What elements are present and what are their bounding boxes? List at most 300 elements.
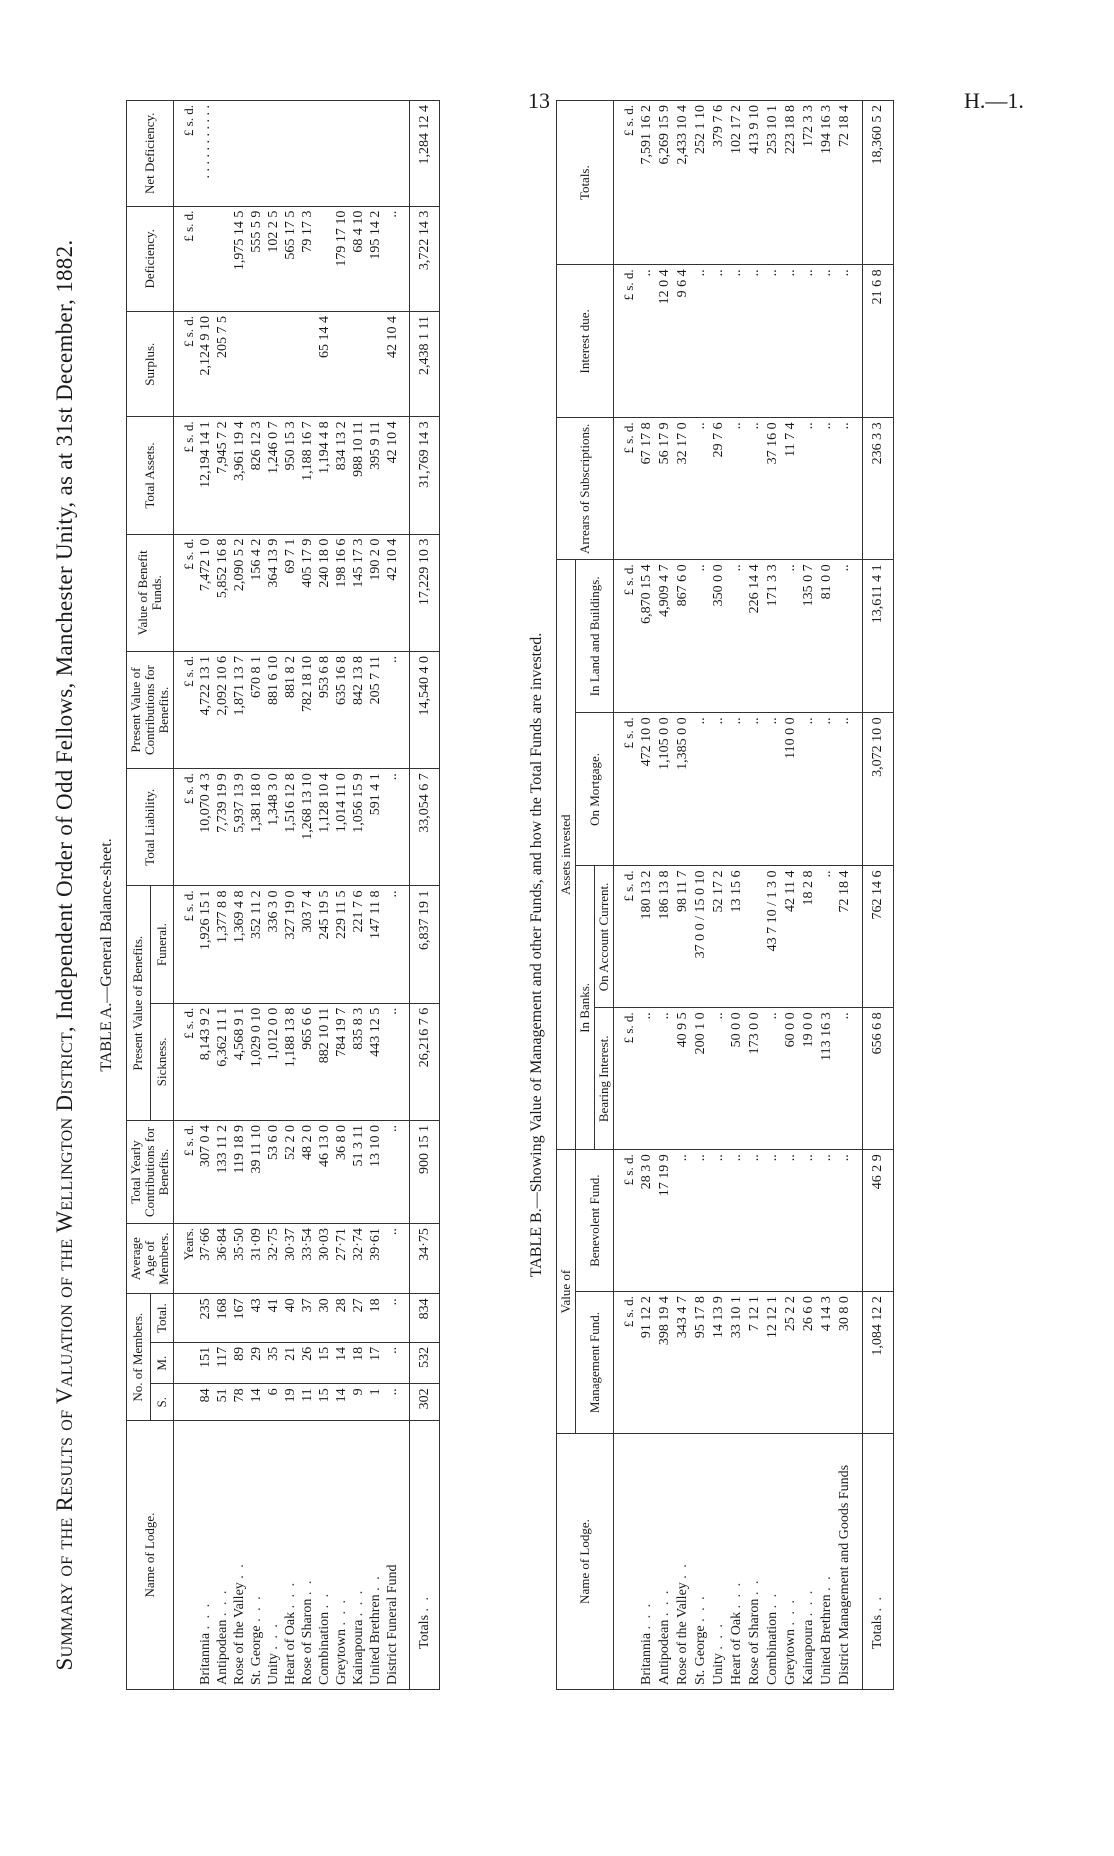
- cell-arrears: 11 7 4: [782, 418, 800, 560]
- cell-surplus: 2,124 9 10: [197, 311, 214, 416]
- cell-interest: ..: [800, 265, 818, 418]
- total-m: 532: [410, 1342, 440, 1383]
- col-arrears: Arrears of Subscriptions.: [557, 418, 614, 560]
- cell-funeral: 1,377 8 8: [214, 886, 231, 1003]
- total-totals: 18,360 5 2: [863, 101, 894, 265]
- cell-liability: 1,268 13 10: [299, 769, 316, 886]
- main-title-part3: , Independent Order of Odd Fellows, Manchester Unity, as at 31st December, 1882.: [52, 239, 77, 1033]
- cell-total: 18: [367, 1294, 384, 1343]
- unit-lsd: £ s. d.: [614, 418, 639, 560]
- table-row: [384, 101, 410, 1690]
- leader-dots: . . .: [657, 1588, 672, 1617]
- totals-row: [863, 101, 894, 1690]
- units-row: [174, 101, 198, 1690]
- unit-lsd: £ s. d.: [174, 206, 198, 311]
- cell-account: 18 2 8: [800, 866, 818, 1008]
- cell-deficiency: 68 4 10: [350, 206, 367, 311]
- cell-sickness: 784 19 7: [333, 1003, 350, 1120]
- lodge-name-cell: [674, 1434, 692, 1690]
- cell-land: 6,870 15 4: [638, 560, 656, 713]
- col-funeral: Funeral.: [150, 886, 174, 1003]
- lodge-name: United Brethren: [819, 1594, 834, 1685]
- cell-mortgage: ..: [728, 713, 746, 866]
- cell-mgmt: 12 12 1: [764, 1292, 782, 1434]
- cell-arrears: 37 16 0: [764, 418, 782, 560]
- lodge-name-cell: [265, 1421, 282, 1690]
- total-funeral: 6,837 19 1: [410, 886, 440, 1003]
- cell-liability: 1,348 3 0: [265, 769, 282, 886]
- unit-lsd: £ s. d.: [614, 101, 639, 265]
- total-contrib: 900 15 1: [410, 1121, 440, 1224]
- unit-lsd: £ s. d.: [614, 560, 639, 713]
- total-sickness: 26,216 7 6: [410, 1003, 440, 1120]
- cell-interest: ..: [638, 265, 656, 418]
- lodge-name: Rose of Sharon: [747, 1598, 762, 1685]
- table-row: [728, 101, 746, 1690]
- lodge-name-cell: [764, 1434, 782, 1690]
- cell-arrears: ..: [836, 418, 863, 560]
- totals-row: [410, 101, 440, 1690]
- cell-funeral: 327 19 0: [282, 886, 299, 1003]
- lodge-name: Kainapoura: [351, 1619, 366, 1685]
- cell-totals: 194 16 3: [818, 101, 836, 265]
- cell-totals: 2,433 10 4: [674, 101, 692, 265]
- col-on-account: On Account Current.: [595, 866, 614, 1008]
- cell-net: . . . . . . . . . . .: [197, 101, 410, 207]
- lodge-name-cell: [782, 1434, 800, 1690]
- cell-sickness: 882 10 11: [316, 1003, 333, 1120]
- total-deficiency: 3,722 14 3: [410, 206, 440, 311]
- cell-m: 151: [197, 1342, 214, 1383]
- leader-dots: . . .: [351, 1588, 366, 1617]
- cell-bearing: 200 1 0: [692, 1008, 710, 1150]
- cell-sickness: 6,362 11 1: [214, 1003, 231, 1120]
- col-land-buildings: In Land and Buildings.: [576, 560, 614, 713]
- cell-funeral: 1,369 4 8: [231, 886, 248, 1003]
- col-yearly-contributions: Total Yearly Contributions for Benefits.: [127, 1121, 174, 1224]
- cell-liability: ..: [384, 769, 410, 886]
- cell-mortgage: 472 10 0: [638, 713, 656, 866]
- cell-m: 117: [214, 1342, 231, 1383]
- totals-label: Totals: [417, 1614, 432, 1649]
- table-row: [231, 101, 248, 1690]
- cell-s: 1: [367, 1384, 384, 1421]
- cell-funeral: 352 11 2: [248, 886, 265, 1003]
- cell-pv_contrib: 881 6 10: [265, 651, 282, 768]
- cell-mgmt: 33 10 1: [728, 1292, 746, 1434]
- cell-benev: ..: [836, 1150, 863, 1292]
- table-a-title: TABLE A.—General Balance-sheet.: [98, 838, 115, 1072]
- cell-account: 52 17 2: [710, 866, 728, 1008]
- cell-s: 11: [299, 1384, 316, 1421]
- cell-bearing: 173 0 0: [746, 1008, 764, 1150]
- leader-dots: . . .: [783, 1598, 798, 1626]
- lodge-name: Rose of Sharon: [300, 1598, 315, 1685]
- lodge-name-cell: [299, 1421, 316, 1690]
- cell-benefit_funds: 198 16 6: [333, 534, 350, 651]
- col-members-total: Total.: [150, 1294, 174, 1343]
- cell-surplus: [333, 311, 350, 416]
- cell-totals: 6,269 15 9: [656, 101, 674, 265]
- cell-age: 31·09: [248, 1224, 265, 1294]
- unit-lsd: £ s. d.: [614, 265, 639, 418]
- cell-mgmt: 91 12 2: [638, 1292, 656, 1434]
- unit-lsd: £ s. d.: [174, 1121, 198, 1224]
- total-pv_contrib: 14,540 4 0: [410, 651, 440, 768]
- leader-dots: . .: [870, 1594, 885, 1612]
- leader-dots: . . .: [693, 1594, 708, 1622]
- cell-bearing: 40 9 5: [674, 1008, 692, 1150]
- cell-liability: 1,128 10 4: [316, 769, 333, 886]
- leader-dots: . . .: [334, 1598, 349, 1626]
- cell-liability: 5,937 13 9: [231, 769, 248, 886]
- col-lodge: Name of Lodge.: [127, 1421, 174, 1690]
- cell-interest: ..: [692, 265, 710, 418]
- cell-totals: 72 18 4: [836, 101, 863, 265]
- unit-lsd: £ s. d.: [174, 769, 198, 886]
- leader-dots: . .: [232, 1562, 247, 1579]
- cell-total_assets: 834 13 2: [333, 417, 350, 534]
- cell-interest: 9 6 4: [674, 265, 692, 418]
- cell-bearing: 19 0 0: [800, 1008, 818, 1150]
- main-title-part1: Summary of the Results of Valuation of the: [52, 1238, 77, 1671]
- cell-contrib: 36 8 0: [333, 1121, 350, 1224]
- cell-totals: 252 1 10: [692, 101, 710, 265]
- cell-total_assets: 1,246 0 7: [265, 417, 282, 534]
- cell-pv_contrib: 881 8 2: [282, 651, 299, 768]
- col-lodge: Name of Lodge.: [557, 1434, 614, 1690]
- lodge-name: District Funeral Fund: [385, 1564, 400, 1685]
- cell-benev: ..: [818, 1150, 836, 1292]
- cell-deficiency: [197, 206, 214, 311]
- cell-bearing: ..: [656, 1008, 674, 1150]
- cell-funeral: 245 19 5: [316, 886, 333, 1003]
- lodge-name-cell: [316, 1421, 333, 1690]
- col-bearing-interest: Bearing Interest.: [595, 1008, 614, 1150]
- cell-mortgage: 110 0 0: [782, 713, 800, 866]
- lodge-name: Combination: [317, 1611, 332, 1685]
- total-land: 13,611 4 1: [863, 560, 894, 713]
- table-row: [350, 101, 367, 1690]
- cell-m: 18: [350, 1342, 367, 1383]
- cell-total: 37: [299, 1294, 316, 1343]
- cell-benefit_funds: 5,852 16 8: [214, 534, 231, 651]
- cell-s: 84: [197, 1384, 214, 1421]
- leader-dots: . .: [300, 1578, 315, 1596]
- cell-land: 171 3 3: [764, 560, 782, 713]
- col-total-assets: Total Assets.: [127, 417, 174, 534]
- cell-land: 4,909 4 7: [656, 560, 674, 713]
- cell-s: 9: [350, 1384, 367, 1421]
- leader-dots: . .: [819, 1574, 834, 1591]
- cell-total_assets: 1,188 16 7: [299, 417, 316, 534]
- cell-benev: ..: [782, 1150, 800, 1292]
- lodge-name: Greytown: [783, 1629, 798, 1685]
- lodge-name: Rose of the Valley: [232, 1582, 247, 1685]
- leader-dots: . . .: [711, 1622, 726, 1650]
- cell-liability: 1,516 12 8: [282, 769, 299, 886]
- cell-mortgage: ..: [818, 713, 836, 866]
- rotated-page-content: [50, 90, 1010, 1820]
- cell-total: 168: [214, 1294, 231, 1343]
- col-assets-invested: Assets invested: [557, 560, 576, 1150]
- lodge-name-cell: [728, 1434, 746, 1690]
- table-row: [818, 101, 836, 1690]
- table-row: [764, 101, 782, 1690]
- lodge-name: Unity: [711, 1653, 726, 1685]
- unit-lsd: £ s. d.: [614, 1292, 639, 1434]
- col-on-mortgage: On Mortgage.: [576, 713, 614, 866]
- cell-contrib: 39 11 10: [248, 1121, 265, 1224]
- col-value-of: Value of: [557, 1150, 576, 1434]
- lodge-name-cell: [231, 1421, 248, 1690]
- cell-s: 6: [265, 1384, 282, 1421]
- total-account: 762 14 6: [863, 866, 894, 1008]
- cell-bearing: ..: [710, 1008, 728, 1150]
- cell-s: 51: [214, 1384, 231, 1421]
- table-a-balance-sheet: [126, 100, 440, 1690]
- lodge-name: Rose of the Valley: [675, 1582, 690, 1685]
- cell-totals: 253 10 1: [764, 101, 782, 265]
- unit-lsd: £ s. d.: [174, 417, 198, 534]
- cell-account: 72 18 4: [836, 866, 863, 1008]
- cell-account: 13 15 6: [728, 866, 746, 1008]
- lodge-name: Antipodean: [657, 1619, 672, 1685]
- cell-interest: 12 0 4: [656, 265, 674, 418]
- lodge-name: St. George: [249, 1625, 264, 1685]
- cell-benefit_funds: 42 10 4: [384, 534, 410, 651]
- cell-arrears: ..: [728, 418, 746, 560]
- leader-dots: . .: [747, 1578, 762, 1596]
- cell-s: ..: [384, 1384, 410, 1421]
- cell-s: 19: [282, 1384, 299, 1421]
- table-row: [674, 101, 692, 1690]
- cell-mgmt: 7 12 1: [746, 1292, 764, 1434]
- cell-totals: 379 7 6: [710, 101, 728, 265]
- cell-deficiency: 102 2 5: [265, 206, 282, 311]
- unit-lsd: £ s. d.: [614, 866, 639, 1008]
- cell-pv_contrib: 782 18 10: [299, 651, 316, 768]
- cell-pv_contrib: 205 7 11: [367, 651, 384, 768]
- cell-surplus: 65 14 4: [316, 311, 333, 416]
- cell-deficiency: 565 17 5: [282, 206, 299, 311]
- lodge-name-cell: [836, 1434, 863, 1690]
- cell-age: 27·71: [333, 1224, 350, 1294]
- cell-sickness: 835 8 3: [350, 1003, 367, 1120]
- cell-total: 167: [231, 1294, 248, 1343]
- lodge-name-cell: [800, 1434, 818, 1690]
- cell-interest: ..: [818, 265, 836, 418]
- cell-pv_contrib: ..: [384, 651, 410, 768]
- leader-dots: . . .: [801, 1588, 816, 1617]
- cell-benev: ..: [674, 1150, 692, 1292]
- cell-sickness: 1,012 0 0: [265, 1003, 282, 1120]
- cell-age: 39·61: [367, 1224, 384, 1294]
- cell-deficiency: 1,975 14 5: [231, 206, 248, 311]
- leader-dots: . .: [368, 1574, 383, 1591]
- table-row: [836, 101, 863, 1690]
- total-bearing: 656 6 8: [863, 1008, 894, 1150]
- cell-account: 42 11 4: [782, 866, 800, 1008]
- cell-pv_contrib: 842 13 8: [350, 651, 367, 768]
- cell-benev: ..: [746, 1150, 764, 1292]
- leader-dots: . . .: [266, 1622, 281, 1650]
- cell-account: 37 0 0 / 15 0 10: [692, 866, 710, 1008]
- total-benefit_funds: 17,229 10 3: [410, 534, 440, 651]
- cell-age: 32·74: [350, 1224, 367, 1294]
- cell-arrears: 67 17 8: [638, 418, 656, 560]
- table-row: [299, 101, 316, 1690]
- cell-land: ..: [836, 560, 863, 713]
- lodge-name-cell: [384, 1421, 410, 1690]
- cell-total: 41: [265, 1294, 282, 1343]
- leader-dots: . .: [317, 1591, 332, 1609]
- main-title-district: Wellington District: [52, 1032, 77, 1233]
- unit-lsd: £ s. d.: [614, 713, 639, 866]
- table-b-funds: [556, 100, 894, 1690]
- table-row: [746, 101, 764, 1690]
- cell-funeral: 221 7 6: [350, 886, 367, 1003]
- cell-bearing: 113 16 3: [818, 1008, 836, 1150]
- col-in-banks: In Banks.: [576, 866, 595, 1150]
- leader-dots: . . .: [198, 1601, 213, 1630]
- lodge-name: Heart of Oak: [729, 1611, 744, 1685]
- leader-dots: . .: [417, 1594, 432, 1612]
- cell-deficiency: [316, 206, 333, 311]
- cell-funeral: 1,926 15 1: [197, 886, 214, 1003]
- cell-total: 28: [333, 1294, 350, 1343]
- cell-total: 43: [248, 1294, 265, 1343]
- col-net-deficiency: Net Deficiency.: [127, 101, 174, 207]
- cell-m: 21: [282, 1342, 299, 1383]
- cell-liability: 7,739 19 9: [214, 769, 231, 886]
- col-present-value-contributions: Present Value of Contributions for Benefits.: [127, 651, 174, 768]
- table-a-body: [174, 101, 440, 1690]
- total-arrears: 236 3 3: [863, 418, 894, 560]
- cell-contrib: 13 10 0: [367, 1121, 384, 1224]
- cell-surplus: 205 7 5: [214, 311, 231, 416]
- cell-benev: ..: [728, 1150, 746, 1292]
- cell-m: 89: [231, 1342, 248, 1383]
- cell-total: 235: [197, 1294, 214, 1343]
- cell-benefit_funds: 145 17 3: [350, 534, 367, 651]
- leader-dots: . . .: [639, 1601, 654, 1630]
- cell-surplus: [265, 311, 282, 416]
- totals-label-cell: [863, 1434, 894, 1690]
- cell-mortgage: ..: [692, 713, 710, 866]
- cell-interest: ..: [728, 265, 746, 418]
- cell-mgmt: 4 14 3: [818, 1292, 836, 1434]
- cell-totals: 413 9 10: [746, 101, 764, 265]
- col-deficiency: Deficiency.: [127, 206, 174, 311]
- cell-pv_contrib: 2,092 10 6: [214, 651, 231, 768]
- cell-total: 40: [282, 1294, 299, 1343]
- cell-m: 14: [333, 1342, 350, 1383]
- cell-funeral: 229 11 5: [333, 886, 350, 1003]
- table-row: [282, 101, 299, 1690]
- cell-total_assets: 950 15 3: [282, 417, 299, 534]
- total-mgmt: 1,084 12 2: [863, 1292, 894, 1434]
- cell-mgmt: 30 8 0: [836, 1292, 863, 1434]
- lodge-name-cell: [333, 1421, 350, 1690]
- lodge-name: United Brethren: [368, 1594, 383, 1685]
- total-liability: 33,054 6 7: [410, 769, 440, 886]
- cell-mortgage: ..: [764, 713, 782, 866]
- cell-deficiency: 79 17 3: [299, 206, 316, 311]
- unit-lsd: £ s. d.: [174, 311, 198, 416]
- unit-lsd: £ s. d.: [174, 1003, 198, 1120]
- cell-liability: 1,056 15 9: [350, 769, 367, 886]
- table-row: [248, 101, 265, 1690]
- cell-deficiency: 179 17 10: [333, 206, 350, 311]
- cell-benefit_funds: 190 2 0: [367, 534, 384, 651]
- table-row: [333, 101, 350, 1690]
- cell-surplus: [367, 311, 384, 416]
- units-row: [614, 101, 639, 1690]
- cell-totals: 172 3 3: [800, 101, 818, 265]
- col-sickness: Sickness.: [150, 1003, 174, 1120]
- cell-contrib: 119 18 9: [231, 1121, 248, 1224]
- cell-arrears: 32 17 0: [674, 418, 692, 560]
- cell-s: 14: [333, 1384, 350, 1421]
- cell-bearing: 50 0 0: [728, 1008, 746, 1150]
- col-members: No. of Members.: [127, 1294, 151, 1421]
- lodge-name: Britannia: [198, 1632, 213, 1685]
- lodge-name: Unity: [266, 1653, 281, 1685]
- lodge-name: Kainapoura: [801, 1619, 816, 1685]
- main-title: [52, 90, 78, 1820]
- cell-bearing: 60 0 0: [782, 1008, 800, 1150]
- col-interest-due: Interest due.: [557, 265, 614, 418]
- cell-pv_contrib: 1,871 13 7: [231, 651, 248, 768]
- col-benefit-funds: Value of Benefit Funds.: [127, 534, 174, 651]
- cell-contrib: 46 13 0: [316, 1121, 333, 1224]
- cell-interest: ..: [836, 265, 863, 418]
- cell-contrib: 133 11 2: [214, 1121, 231, 1224]
- cell-pv_contrib: 670 8 1: [248, 651, 265, 768]
- cell-age: 36·84: [214, 1224, 231, 1294]
- table-row: [265, 101, 282, 1690]
- unit-lsd: £ s. d.: [174, 101, 198, 207]
- table-b-body: [614, 101, 894, 1690]
- table-row: [367, 101, 384, 1690]
- cell-contrib: 53 6 0: [265, 1121, 282, 1224]
- cell-account: 186 13 8: [656, 866, 674, 1008]
- cell-total: 30: [316, 1294, 333, 1343]
- cell-total_assets: 826 12 3: [248, 417, 265, 534]
- cell-benev: ..: [800, 1150, 818, 1292]
- cell-m: 35: [265, 1342, 282, 1383]
- cell-total_assets: 395 9 11: [367, 417, 384, 534]
- cell-bearing: ..: [836, 1008, 863, 1150]
- cell-liability: 1,381 18 0: [248, 769, 265, 886]
- col-totals: Totals.: [557, 101, 614, 265]
- cell-m: 15: [316, 1342, 333, 1383]
- col-benevolent-fund: Benevolent Fund.: [576, 1150, 614, 1292]
- cell-total_assets: 3,961 19 4: [231, 417, 248, 534]
- page-number: 13: [528, 88, 550, 113]
- cell-land: 135 0 7: [800, 560, 818, 713]
- cell-contrib: ..: [384, 1121, 410, 1224]
- leader-dots: . . .: [283, 1580, 298, 1609]
- cell-mgmt: 343 4 7: [674, 1292, 692, 1434]
- cell-total_assets: 12,194 14 1: [197, 417, 214, 534]
- total-interest: 21 6 8: [863, 265, 894, 418]
- cell-arrears: 56 17 9: [656, 418, 674, 560]
- cell-pv_contrib: 635 16 8: [333, 651, 350, 768]
- cell-account: 180 13 2: [638, 866, 656, 1008]
- cell-mortgage: ..: [836, 713, 863, 866]
